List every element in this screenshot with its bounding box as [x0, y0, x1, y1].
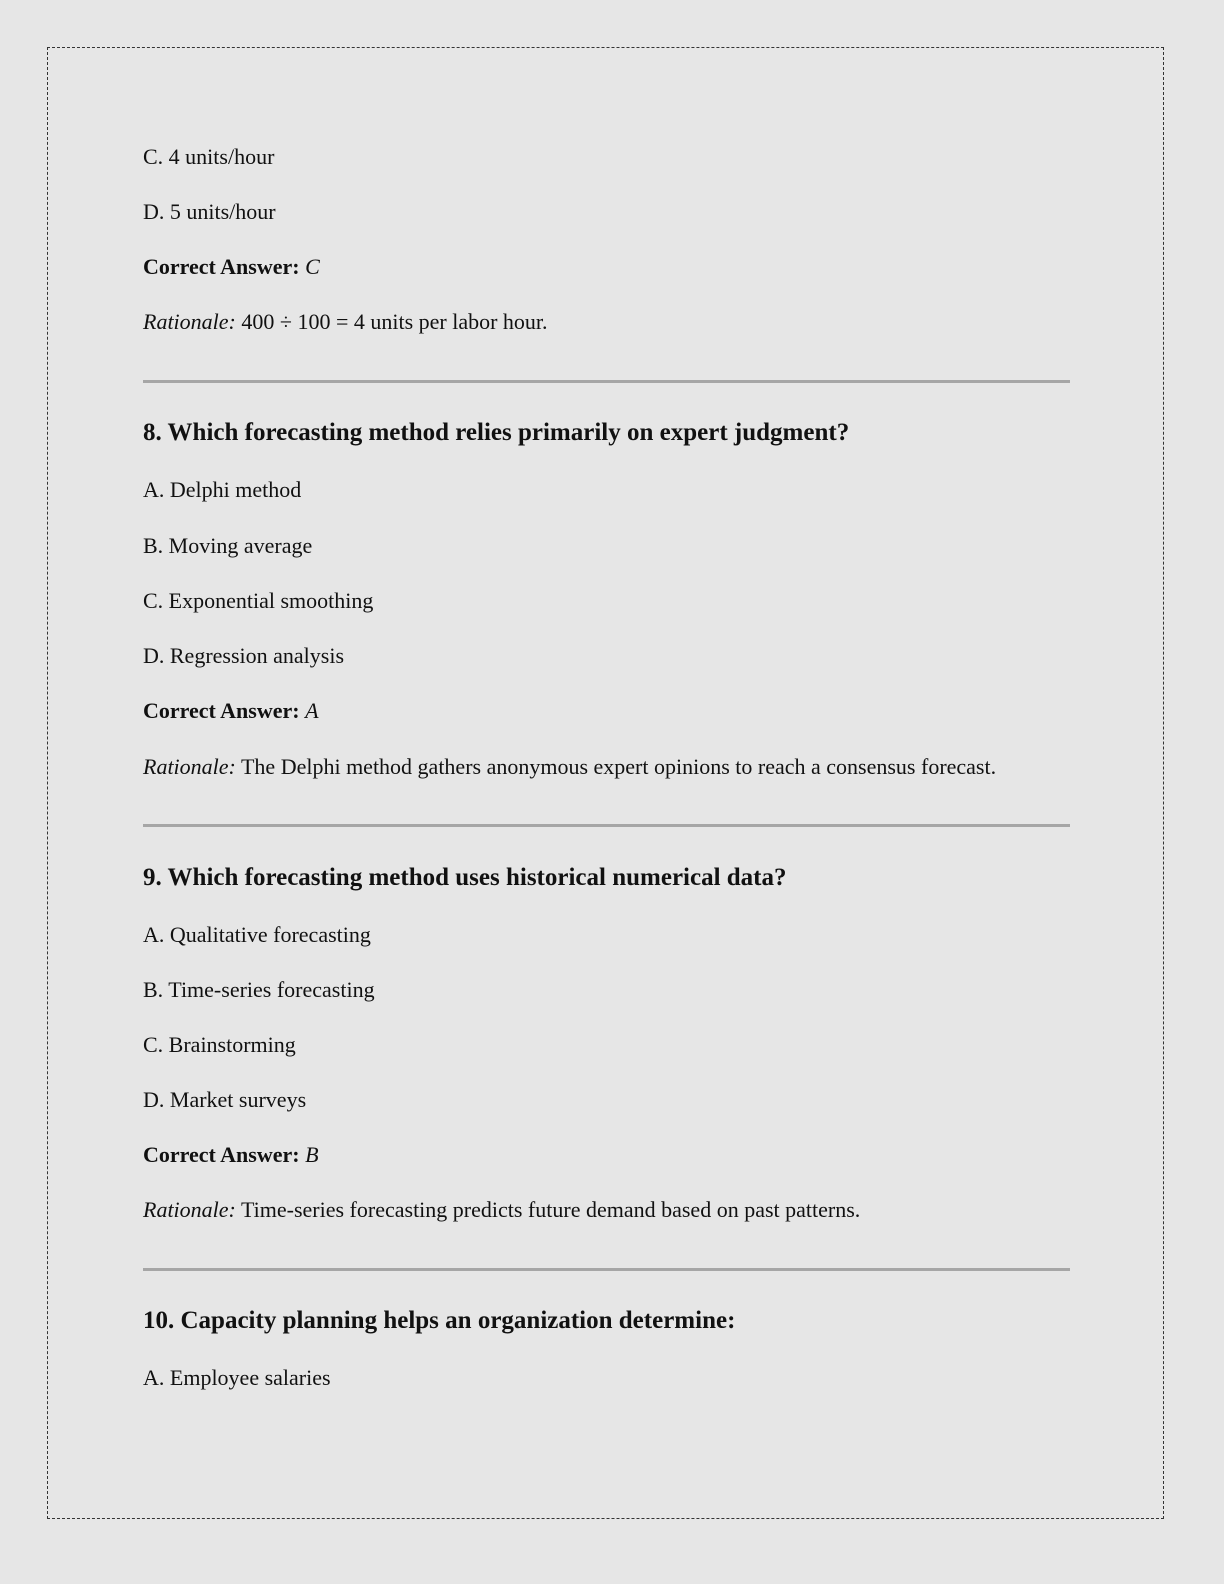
q9-question: 9. Which forecasting method uses historical numerical data?: [143, 864, 787, 891]
rationale-label: Rationale:: [143, 754, 236, 779]
answer-label: Correct Answer:: [143, 1142, 300, 1167]
q9-rationale: [143, 1197, 860, 1223]
q8-option-b: B. Moving average: [143, 533, 313, 558]
answer-value: B: [305, 1142, 319, 1167]
q8-option-a: A. Delphi method: [143, 477, 302, 502]
rationale-text: Time-series forecasting predicts future demand based on past patterns.: [240, 1197, 861, 1222]
q8-option-d: D. Regression analysis: [143, 643, 345, 668]
answer-value: C: [305, 254, 320, 279]
q8-rationale: [143, 754, 996, 780]
q8-correct-answer: [143, 698, 319, 724]
answer-value: A: [305, 698, 319, 723]
answer-label: Correct Answer:: [143, 698, 300, 723]
q7-option-c: C. 4 units/hour: [143, 144, 275, 169]
q9-option-a: A. Qualitative forecasting: [143, 922, 371, 947]
answer-label: Correct Answer:: [143, 254, 300, 279]
q7-correct-answer: [143, 254, 320, 280]
rationale-text: The Delphi method gathers anonymous expert opinions to reach a consensus forecast.: [240, 754, 997, 779]
section-divider: [143, 380, 1070, 383]
q7-option-d: D. 5 units/hour: [143, 199, 276, 224]
q9-option-d: D. Market surveys: [143, 1087, 307, 1112]
section-divider: [143, 1268, 1070, 1271]
rationale-label: Rationale:: [143, 309, 236, 334]
q8-option-c: C. Exponential smoothing: [143, 588, 374, 613]
q10-question: 10. Capacity planning helps an organization determine:: [143, 1307, 736, 1334]
q8-question: 8. Which forecasting method relies primarily on expert judgment?: [143, 419, 850, 446]
rationale-text: 400 ÷ 100 = 4 units per labor hour.: [241, 309, 548, 334]
q9-option-b: B. Time-series forecasting: [143, 977, 375, 1002]
q9-correct-answer: [143, 1142, 319, 1168]
rationale-label: Rationale:: [143, 1197, 236, 1222]
q10-option-a: A. Employee salaries: [143, 1365, 331, 1390]
q7-rationale: [143, 309, 548, 335]
section-divider: [143, 824, 1070, 827]
q9-option-c: C. Brainstorming: [143, 1032, 296, 1057]
